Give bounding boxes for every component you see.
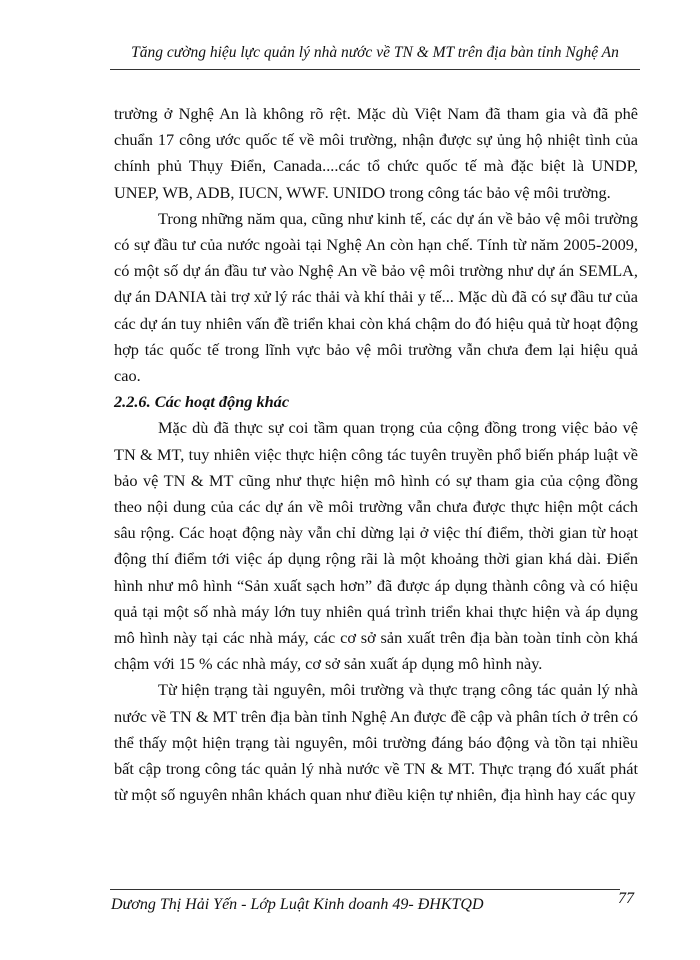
running-header: Tăng cường hiệu lực quản lý nhà nước về TN & MT trên địa bàn tỉnh Nghệ An bbox=[131, 44, 619, 61]
paragraph-2: Trong những năm qua, cũng như kinh tế, các dự án về bảo vệ môi trường có sự đầu tư của nước ngoài tại Nghệ An còn hạn chế. Tính từ năm 2005-2009, có một số dự án đầu tư vào Nghệ An về bảo vệ môi trường như dự án SEMLA, dự án DANIA tài trợ xử lý rác thải và khí thải y tế... Mặc dù đã có sự đầu tư của các dự án tuy nhiên vấn đề triển khai còn khá chậm do đó hiệu quả từ hoạt động hợp tác quốc tế trong lĩnh vực bảo vệ môi trường vẫn chưa đem lại hiệu quả cao. bbox=[114, 208, 638, 386]
paragraph-4: Từ hiện trạng tài nguyên, môi trường và thực trạng công tác quản lý nhà nước về TN & MT trên địa bàn tỉnh Nghệ An được đề cập và phân tích ở trên có thể thấy một hiện trạng tài nguyên, môi trường đáng báo động và tồn tại nhiều bất cập trong công tác quản lý nhà nước về TN & MT. Thực trạng đó xuất phát từ một số nguyên nhân khách quan như điều kiện tự nhiên, địa hình hay các quy bbox=[114, 680, 638, 805]
footer-author: Dương Thị Hải Yến - Lớp Luật Kinh doanh 49- ĐHKTQD bbox=[111, 896, 484, 913]
section-heading: 2.2.6. Các hoạt động khác bbox=[114, 392, 290, 412]
paragraph-3: Mặc dù đã thực sự coi tầm quan trọng của cộng đồng trong việc bảo vệ TN & MT, tuy nhiên việc thực hiện công tác tuyên truyền phổ biến pháp luật về bảo vệ TN & MT cũng như thực hiện mô hình có sự tham gia của cộng đồng theo nội dung của các dự án về môi trường vẫn chưa được thực hiện một cách sâu rộng. Các hoạt động này vẫn chỉ dừng lại ở việc thí điểm, thời gian từ hoạt động thí điểm tới việc áp dụng rộng rãi là một khoảng thời gian khá dài. Điển hình như mô hình “Sản xuất sạch hơn” đã được áp dụng thành công và có hiệu quả tại một số nhà máy lớn tuy nhiên quá trình triển khai thực hiện và áp dụng mô hình này tại các nhà máy, các cơ sở sản xuất trên địa bàn toàn tỉnh còn khá chậm với 15 % các nhà máy, cơ sở sản xuất áp dụng mô hình này. bbox=[114, 418, 638, 674]
page-body bbox=[114, 101, 638, 808]
header-divider bbox=[110, 69, 640, 70]
page-number: 77 bbox=[618, 890, 634, 907]
paragraph-1: trường ở Nghệ An là không rõ rệt. Mặc dù Việt Nam đã tham gia và đã phê chuẩn 17 công ước quốc tế về môi trường, nhận được sự ủng hộ nhiệt tình của chính phủ Thụy Điển, Canada....các tổ chức quốc tế mà đặc biệt là UNDP, UNEP, WB, ADB, IUCN, WWF. UNIDO trong công tác bảo vệ môi trường. bbox=[114, 104, 638, 202]
footer-divider bbox=[110, 889, 620, 890]
